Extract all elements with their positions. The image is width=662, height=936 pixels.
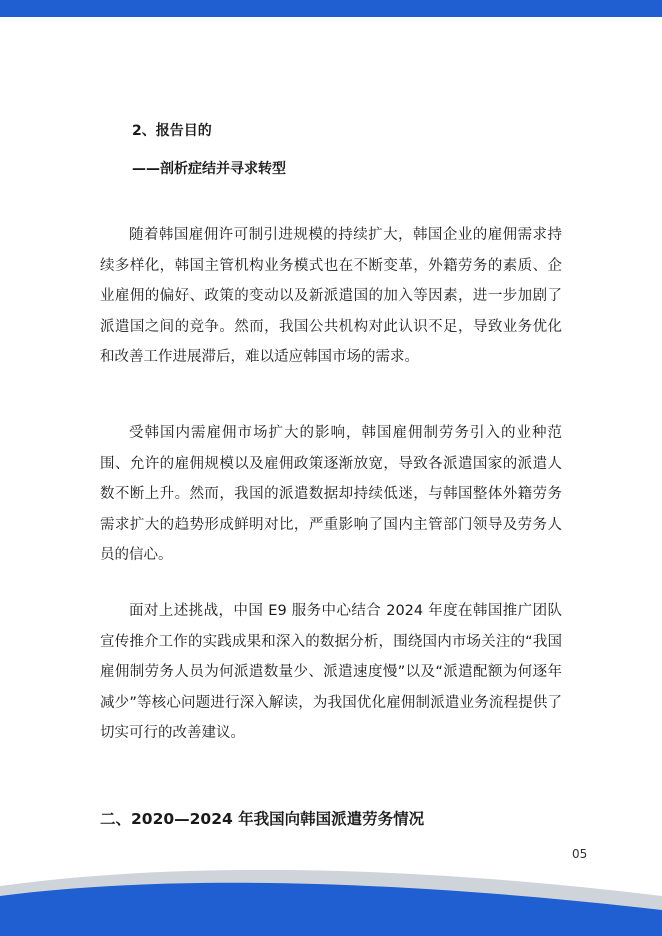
footer-wave-decoration [0,866,662,936]
paragraph-3: 面对上述挑战，中国 E9 服务中心结合 2024 年度在韩国推广团队宣传推介工作的实践成果和深入的数据分析，围绕国内市场关注的“我国雇佣制劳务人员为何派遣数量少、派遣速度慢”以及“派遣配额为何逐年减少”等核心问题进行深入解读，为我国优化雇佣制派遣业务流程提供了切实可行的改善建议。 [100,603,562,741]
section-subtitle: ——剖析症结并寻求转型 [132,161,286,177]
paragraph-2: 受韩国内需雇佣市场扩大的影响，韩国雇佣制劳务引入的业种范围、允许的雇佣规模以及雇佣政策逐渐放宽，导致各派遣国家的派遣人数不断上升。然而，我国的派遣数据却持续低迷，与韩国整体外籍劳务需求扩大的趋势形成鲜明对比，严重影响了国内主管部门领导及劳务人员的信心。 [100,425,562,563]
page-number: 05 [572,847,588,861]
paragraph-1: 随着韩国雇佣许可制引进规模的持续扩大，韩国企业的雇佣需求持续多样化，韩国主管机构业务模式也在不断变革，外籍劳务的素质、企业雇佣的偏好、政策的变动以及新派遣国的加入等因素，进一步加剧了派遣国之间的竞争。然而，我国公共机构对此认识不足，导致业务优化和改善工作进展滞后，难以适应韩国市场的需求。 [100,227,562,365]
section-title: 2、报告目的 [132,123,212,139]
chapter-title: 二、2020—2024 年我国向韩国派遣劳务情况 [100,810,425,828]
header-accent-bar [0,0,662,17]
